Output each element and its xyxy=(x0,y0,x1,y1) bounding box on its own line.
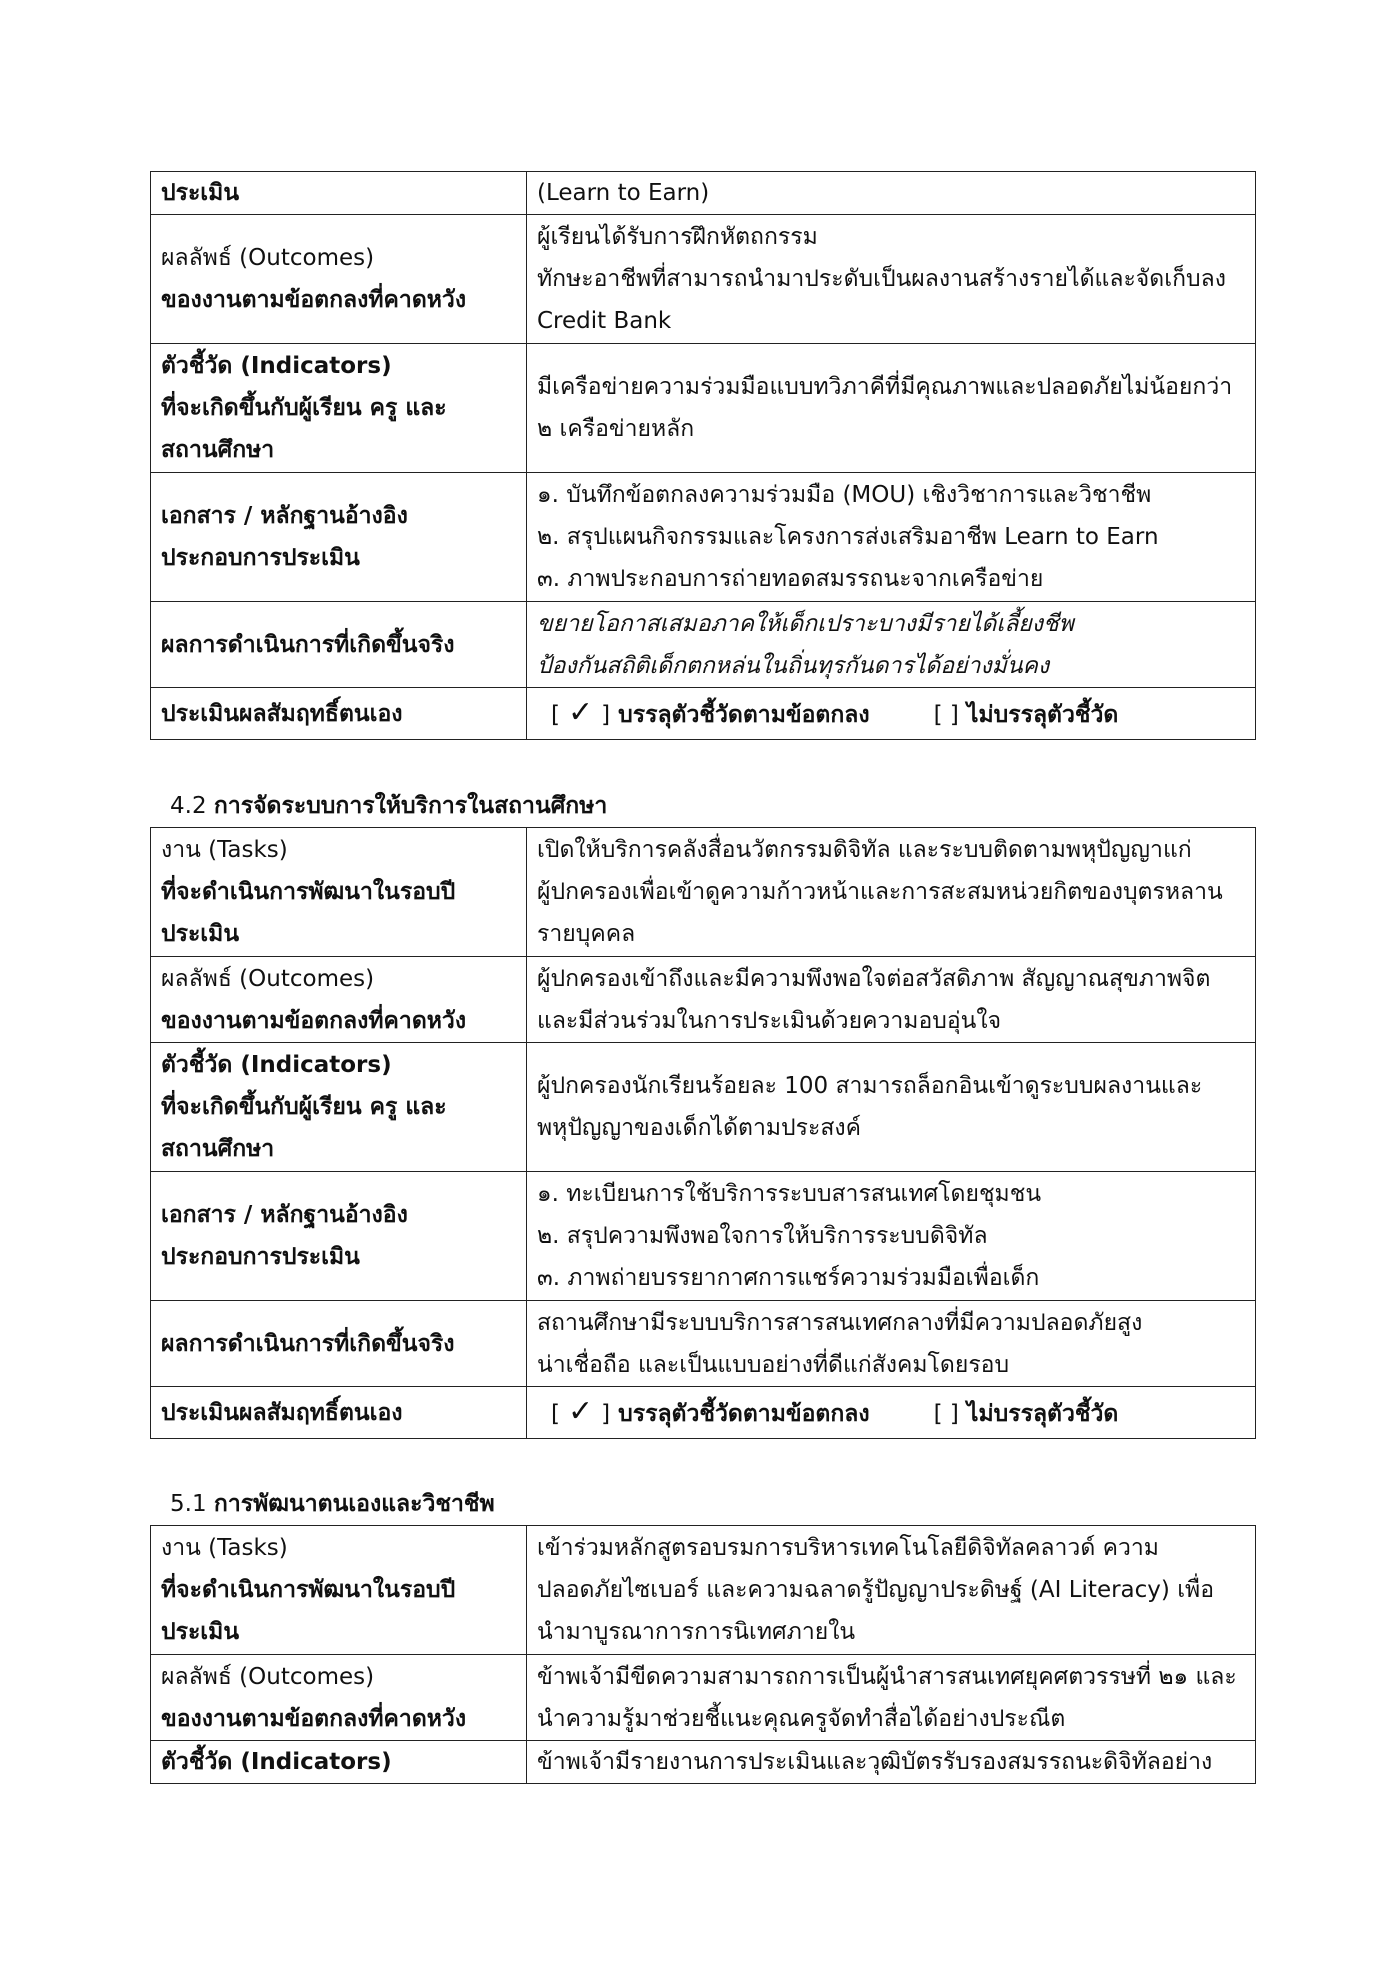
table-row xyxy=(151,1043,1256,1172)
row-label-outcomes xyxy=(151,957,527,1043)
indicators-subtitle: ที่จะเกิดขึ้นกับผู้เรียน ครู และ xyxy=(161,395,447,421)
not-met-label: ไม่บรรลุตัวชี้วัด xyxy=(966,701,1119,728)
row-label-outcomes xyxy=(151,1655,527,1741)
outcomes-title: ผลลัพธ์ (Outcomes) xyxy=(161,965,375,992)
outcomes-title: ผลลัพธ์ (Outcomes) xyxy=(161,245,375,271)
results-label: ผลการดำเนินการที่เกิดขึ้นจริง xyxy=(161,631,455,658)
indicator-line: ๒ เครือข่ายหลัก xyxy=(537,416,695,442)
tasks-subtitle: ประเมิน xyxy=(161,921,240,947)
table-row xyxy=(151,473,1256,602)
outcomes-subtitle: ของงานตามข้อตกลงที่คาดหวัง xyxy=(161,1705,467,1732)
evidence-title: เอกสาร / หลักฐานอ้างอิง xyxy=(161,1202,408,1228)
row-label-evidence xyxy=(151,1172,527,1301)
checkbox-open: [ xyxy=(551,1400,560,1427)
row-value-results xyxy=(527,602,1256,688)
evidence-line: ๓. ภาพประกอบการถ่ายทอดสมรรถนะจากเครือข่าย xyxy=(537,566,1044,592)
tasks-subtitle: ประเมิน xyxy=(161,1619,240,1645)
indicator-line: มีเครือข่ายความร่วมมือแบบทวิภาคีที่มีคุณภาพและปลอดภัยไม่น้อยกว่า xyxy=(537,374,1233,400)
row-value-outcomes xyxy=(527,1655,1256,1741)
table-row xyxy=(151,957,1256,1043)
outcome-line: นำความรู้มาช่วยชี้แนะคุณครูจัดทำสื่อได้อย่างประณีต xyxy=(537,1705,1066,1732)
evidence-line: ๒. สรุปความพึงพอใจการให้บริการระบบดิจิทัล xyxy=(537,1223,988,1249)
row-label-outcomes xyxy=(151,215,527,344)
row-value-evaluate xyxy=(527,172,1256,215)
result-line: สถานศึกษามีระบบบริการสารสนเทศกลางที่มีความปลอดภัยสูง xyxy=(537,1309,1143,1336)
self-eval-label: ประเมินผลสัมฤทธิ์ตนเอง xyxy=(161,1399,403,1426)
task-line: เข้าร่วมหลักสูตรอบรมการบริหารเทคโนโลยีดิจิทัลคลาวด์ ความ xyxy=(537,1535,1159,1561)
met-label: บรรลุตัวชี้วัดตามข้อตกลง xyxy=(618,1400,870,1427)
table-row xyxy=(151,1172,1256,1301)
row-label-evaluate xyxy=(151,172,527,215)
results-label: ผลการดำเนินการที่เกิดขึ้นจริง xyxy=(161,1330,455,1357)
table-row xyxy=(151,344,1256,473)
outcome-line: และมีส่วนร่วมในการประเมินด้วยความอบอุ่นใจ xyxy=(537,1007,1002,1034)
not-met-label: ไม่บรรลุตัวชี้วัด xyxy=(966,1400,1119,1427)
table-row xyxy=(151,1387,1256,1439)
checkbox-close: ] xyxy=(601,1400,611,1427)
row-label-evidence xyxy=(151,473,527,602)
row-value-indicators xyxy=(527,1043,1256,1172)
row-label-indicators xyxy=(151,1741,527,1784)
row-value-outcomes xyxy=(527,957,1256,1043)
table-row xyxy=(151,1741,1256,1784)
row-value-evidence xyxy=(527,1172,1256,1301)
evidence-line: ๓. ภาพถ่ายบรรยากาศการแชร์ความร่วมมือเพื่อเด็ก xyxy=(537,1265,1040,1291)
empty-checkbox: [ ] xyxy=(933,1400,959,1427)
task-line: ปลอดภัยไซเบอร์ และความฉลาดรู้ปัญญาประดิษฐ์ (AI Literacy) เพื่อ xyxy=(537,1577,1215,1603)
met-label: บรรลุตัวชี้วัดตามข้อตกลง xyxy=(618,701,870,728)
section-number: 5.1 xyxy=(170,1491,207,1517)
task-line: ผู้ปกครองเพื่อเข้าดูความก้าวหน้าและการสะสมหน่วยกิตของบุตรหลาน xyxy=(537,879,1223,905)
section-heading-4-2 xyxy=(170,790,607,822)
checkbox-open: [ xyxy=(551,701,560,728)
table-self-development xyxy=(150,1525,1256,1784)
result-line: ป้องกันสถิติเด็กตกหล่นในถิ่นทุรกันดารได้อย่างมั่นคง xyxy=(537,652,1050,679)
section-title: การพัฒนาตนเองและวิชาชีพ xyxy=(213,1491,495,1517)
outcomes-subtitle: ของงานตามข้อตกลงที่คาดหวัง xyxy=(161,287,467,313)
label-text: ประเมิน xyxy=(161,180,240,206)
checkmark-icon: ✓ xyxy=(568,694,594,730)
row-value-indicators xyxy=(527,344,1256,473)
outcomes-title: ผลลัพธ์ (Outcomes) xyxy=(161,1663,375,1690)
table-row xyxy=(151,1655,1256,1741)
outcome-line: ทักษะอาชีพที่สามารถนำมาประดับเป็นผลงานสร้างรายได้และจัดเก็บลง xyxy=(537,266,1226,292)
evidence-title: เอกสาร / หลักฐานอ้างอิง xyxy=(161,503,408,529)
row-value-results xyxy=(527,1301,1256,1387)
result-line: ขยายโอกาสเสมอภาคให้เด็กเปราะบางมีรายได้เลี้ยงชีพ xyxy=(537,610,1074,637)
checkbox-close: ] xyxy=(601,701,611,728)
section-title: การจัดระบบการให้บริการในสถานศึกษา xyxy=(213,793,608,819)
row-value-outcomes xyxy=(527,215,1256,344)
row-label-indicators xyxy=(151,344,527,473)
indicators-subtitle: สถานศึกษา xyxy=(161,437,275,463)
empty-checkbox: [ ] xyxy=(933,701,959,728)
row-value-self-eval xyxy=(527,688,1256,740)
table-row xyxy=(151,602,1256,688)
evidence-line: ๑. บันทึกข้อตกลงความร่วมมือ (MOU) เชิงวิชาการและวิชาชีพ xyxy=(537,482,1152,508)
outcome-line: ข้าพเจ้ามีขีดความสามารถการเป็นผู้นำสารสนเทศยุคศตวรรษที่ ๒๑ และ xyxy=(537,1663,1237,1690)
outcome-line: ผู้เรียนได้รับการฝึกหัตถกรรม xyxy=(537,224,818,250)
outcome-line: ผู้ปกครองเข้าถึงและมีความพึงพอใจต่อสวัสดิภาพ สัญญาณสุขภาพจิต xyxy=(537,965,1211,992)
evidence-line: ๒. สรุปแผนกิจกรรมและโครงการส่งเสริมอาชีพ Learn to Earn xyxy=(537,524,1159,550)
row-value-evidence xyxy=(527,473,1256,602)
row-label-self-eval xyxy=(151,1387,527,1439)
row-label-tasks xyxy=(151,1526,527,1655)
indicators-title: ตัวชี้วัด (Indicators) xyxy=(161,353,392,379)
table-row xyxy=(151,828,1256,957)
value-text: (Learn to Earn) xyxy=(537,180,710,206)
self-eval-label: ประเมินผลสัมฤทธิ์ตนเอง xyxy=(161,700,403,727)
evidence-subtitle: ประกอบการประเมิน xyxy=(161,1244,360,1270)
task-line: เปิดให้บริการคลังสื่อนวัตกรรมดิจิทัล และระบบติดตามพหุปัญญาแก่ xyxy=(537,837,1192,863)
row-value-tasks xyxy=(527,828,1256,957)
row-label-results xyxy=(151,602,527,688)
tasks-subtitle: ที่จะดำเนินการพัฒนาในรอบปี xyxy=(161,1577,456,1603)
indicator-line: ผู้ปกครองนักเรียนร้อยละ 100 สามารถล็อกอินเข้าดูระบบผลงานและ xyxy=(537,1073,1203,1099)
checkmark-icon: ✓ xyxy=(568,1393,594,1429)
row-label-self-eval xyxy=(151,688,527,740)
indicators-subtitle: สถานศึกษา xyxy=(161,1136,275,1162)
task-line: รายบุคคล xyxy=(537,921,636,947)
evidence-subtitle: ประกอบการประเมิน xyxy=(161,545,360,571)
row-label-indicators xyxy=(151,1043,527,1172)
task-line: นำมาบูรณาการการนิเทศภายใน xyxy=(537,1619,856,1645)
section-number: 4.2 xyxy=(170,793,207,819)
row-value-self-eval xyxy=(527,1387,1256,1439)
table-row xyxy=(151,1526,1256,1655)
table-learn-to-earn xyxy=(150,171,1256,740)
row-label-results xyxy=(151,1301,527,1387)
table-row xyxy=(151,215,1256,344)
tasks-title: งาน (Tasks) xyxy=(161,837,288,863)
table-row xyxy=(151,172,1256,215)
table-service-system xyxy=(150,827,1256,1439)
row-value-indicators xyxy=(527,1741,1256,1784)
indicator-line: ข้าพเจ้ามีรายงานการประเมินและวุฒิบัตรรับรองสมรรถนะดิจิทัลอย่าง xyxy=(537,1749,1213,1775)
tasks-subtitle: ที่จะดำเนินการพัฒนาในรอบปี xyxy=(161,879,456,905)
row-label-tasks xyxy=(151,828,527,957)
self-eval-status xyxy=(537,1393,1119,1429)
tasks-title: งาน (Tasks) xyxy=(161,1535,288,1561)
evidence-line: ๑. ทะเบียนการใช้บริการระบบสารสนเทศโดยชุมชน xyxy=(537,1181,1042,1207)
indicators-title: ตัวชี้วัด (Indicators) xyxy=(161,1052,392,1078)
row-value-tasks xyxy=(527,1526,1256,1655)
section-heading-5-1 xyxy=(170,1488,495,1520)
indicators-subtitle: ที่จะเกิดขึ้นกับผู้เรียน ครู และ xyxy=(161,1094,447,1120)
indicators-title: ตัวชี้วัด (Indicators) xyxy=(161,1749,392,1775)
table-row xyxy=(151,1301,1256,1387)
indicator-line: พหุปัญญาของเด็กได้ตามประสงค์ xyxy=(537,1115,861,1141)
outcomes-subtitle: ของงานตามข้อตกลงที่คาดหวัง xyxy=(161,1007,467,1034)
self-eval-status xyxy=(537,694,1119,730)
result-line: น่าเชื่อถือ และเป็นแบบอย่างที่ดีแก่สังคมโดยรอบ xyxy=(537,1351,1010,1378)
table-row xyxy=(151,688,1256,740)
outcome-line: Credit Bank xyxy=(537,308,672,334)
